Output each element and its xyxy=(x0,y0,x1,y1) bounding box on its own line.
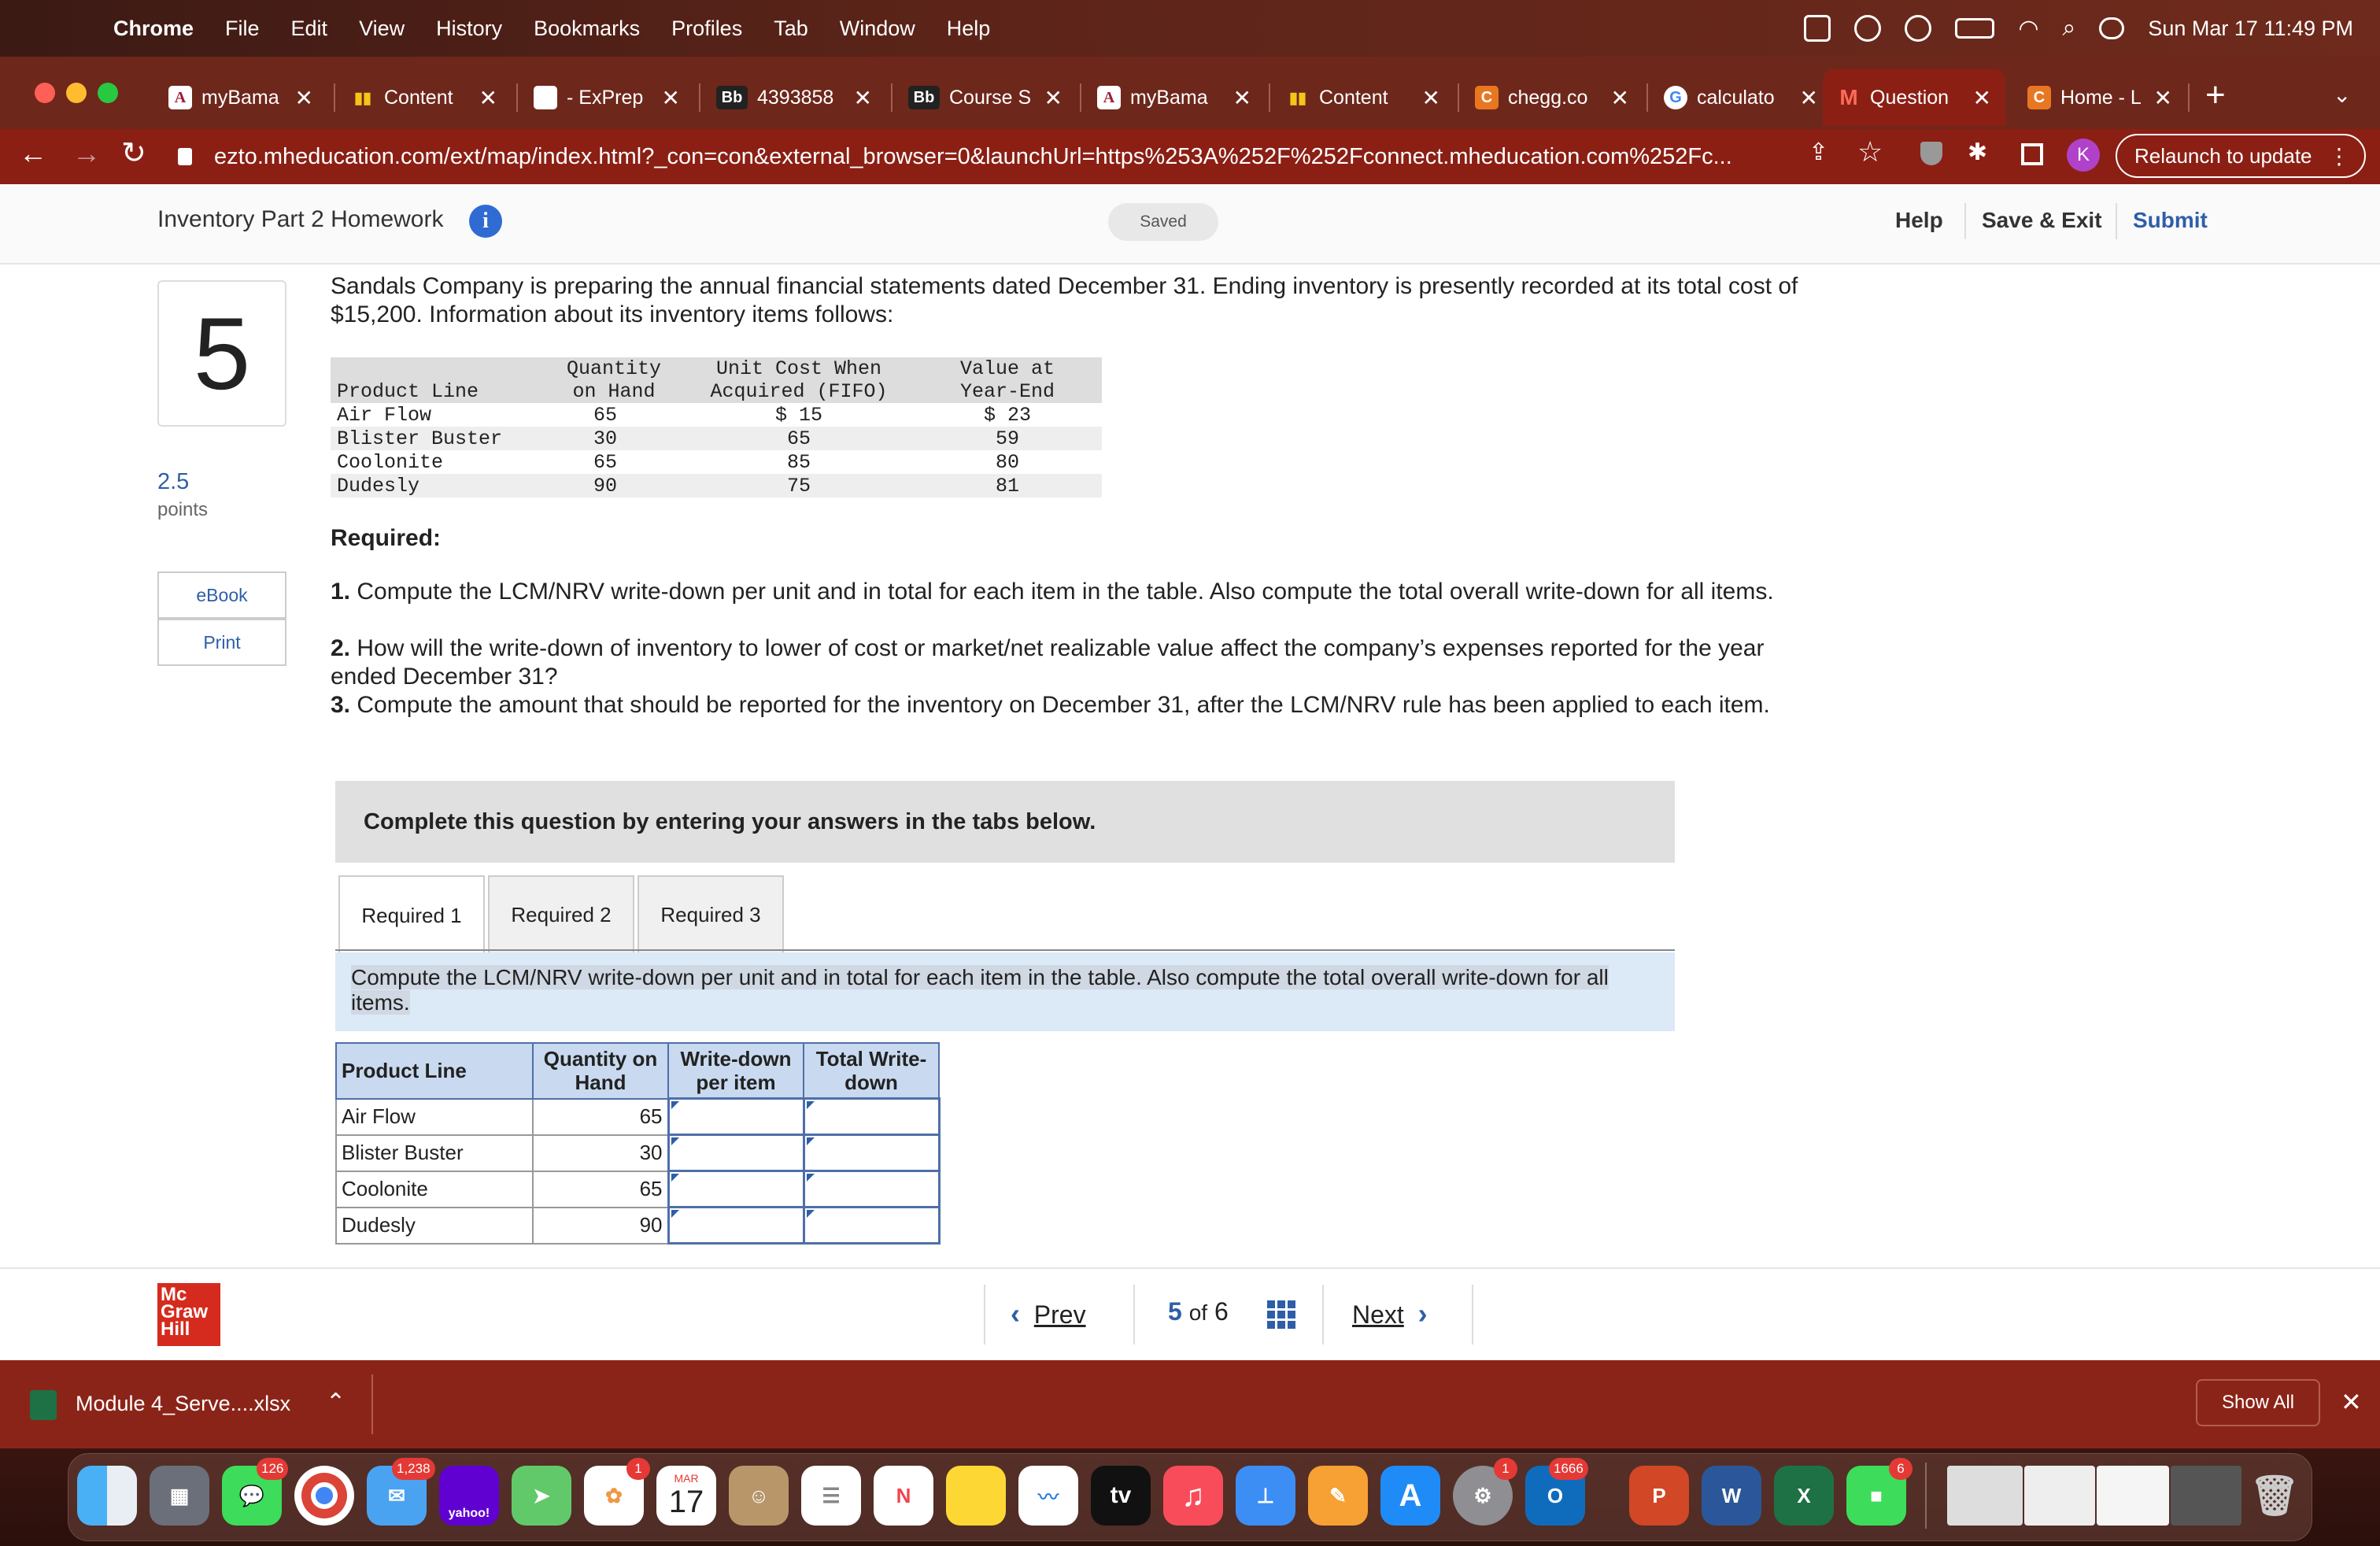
ua-logo-icon: A xyxy=(1097,86,1121,109)
requirement-item xyxy=(331,691,1810,719)
value-cell: 80 xyxy=(995,450,1019,474)
address-bar[interactable] xyxy=(178,137,1870,176)
profile-avatar[interactable]: K xyxy=(2067,139,2100,172)
reload-icon[interactable]: ↻ xyxy=(121,137,146,170)
header-text: Quantity xyxy=(566,357,662,380)
answer-table xyxy=(335,1042,941,1245)
header-text: Product Line xyxy=(337,380,479,403)
value-cell: 59 xyxy=(913,427,1102,450)
menu-app-name[interactable]: Chrome xyxy=(113,16,194,40)
tab-required-2[interactable]: Required 2 xyxy=(488,875,634,952)
minimize-window-button[interactable] xyxy=(66,83,87,103)
requirement-number: 1. xyxy=(331,579,351,605)
ua-logo-icon: A xyxy=(168,86,192,109)
tab-instruction xyxy=(335,952,1675,1031)
info-icon[interactable]: i xyxy=(469,205,502,238)
minimized-window-thumbnail[interactable] xyxy=(2024,1466,2095,1526)
finder-icon[interactable] xyxy=(77,1466,137,1526)
requirement-number: 3. xyxy=(331,692,351,718)
answer-header-cell: Product Line xyxy=(336,1043,533,1099)
badge: 6 xyxy=(1889,1458,1913,1480)
tab-label: - ExPrep xyxy=(567,86,644,109)
inventory-header-cell xyxy=(543,357,685,403)
writedown-per-item-input[interactable] xyxy=(668,1208,804,1244)
system-settings-icon[interactable]: ⚙ xyxy=(1453,1466,1513,1526)
control-center-icon[interactable] xyxy=(2099,17,2124,39)
header-text: on Hand xyxy=(572,380,656,403)
submit-link[interactable]: Submit xyxy=(2133,208,2208,232)
excel-file-icon xyxy=(30,1390,57,1420)
calendar-month: MAR xyxy=(674,1471,699,1485)
tab-underline xyxy=(335,949,1675,951)
tv-label: tv xyxy=(1110,1482,1132,1508)
next-button[interactable] xyxy=(1352,1297,1428,1330)
shield-extension-icon[interactable] xyxy=(1920,142,1942,165)
chevron-right-icon: › xyxy=(1417,1297,1428,1330)
points-label: points xyxy=(157,499,209,520)
browser-tab[interactable] xyxy=(1650,69,1832,126)
instruction-text: Compute the LCM/NRV write-down per unit and in total for each item in the table. Also compute the total overall write-down for all items. xyxy=(351,965,1609,1015)
total-writedown-input[interactable] xyxy=(804,1099,939,1135)
bookmark-star-icon[interactable]: ☆ xyxy=(1857,135,1883,168)
points-value: 2.5 xyxy=(157,469,190,494)
total-writedown-input[interactable] xyxy=(804,1171,939,1208)
keynote-icon[interactable]: ⊥ xyxy=(1236,1466,1295,1526)
requirement-number: 2. xyxy=(331,635,351,661)
extensions-puzzle-icon[interactable]: ✱ xyxy=(1968,139,1988,165)
unit-cost-cell: 85 xyxy=(786,450,811,474)
close-icon[interactable]: ✕ xyxy=(479,85,497,110)
bar-chart-icon: ▮▮ xyxy=(1288,89,1306,107)
app-store-icon[interactable]: A xyxy=(1380,1466,1440,1526)
unit-cost-cell: 65 xyxy=(685,427,913,450)
assignment-title: Inventory Part 2 Homework xyxy=(157,206,444,232)
page-total: 6 xyxy=(1214,1297,1229,1326)
divider xyxy=(371,1374,373,1434)
launchpad-icon[interactable]: ▦ xyxy=(150,1466,209,1526)
tab-label: Course S xyxy=(949,86,1032,109)
badge: 126 xyxy=(257,1458,288,1480)
notes-icon[interactable] xyxy=(946,1466,1006,1526)
menu-profiles[interactable]: Profiles xyxy=(671,16,743,40)
product-cell: Blister Buster xyxy=(331,427,543,450)
apple-tv-icon[interactable] xyxy=(1091,1466,1151,1526)
music-icon[interactable]: ♫ xyxy=(1163,1466,1223,1526)
browser-tab[interactable] xyxy=(894,69,1077,126)
mcgraw-hill-logo: Mc Graw Hill xyxy=(157,1283,220,1346)
reminders-icon[interactable]: ☰ xyxy=(801,1466,861,1526)
table-row xyxy=(336,1135,939,1171)
close-icon[interactable]: ✕ xyxy=(1610,85,1629,110)
tab-label: chegg.co xyxy=(1508,86,1588,109)
forward-icon[interactable]: → xyxy=(72,137,101,169)
unit-cost-cell: 75 xyxy=(685,474,913,497)
requirement-text: Compute the amount that should be reported for the inventory on December 31, after the LCM/NRV rule has been applied to each item. xyxy=(357,692,1770,718)
news-icon[interactable]: N xyxy=(874,1466,933,1526)
table-row xyxy=(336,1099,939,1135)
browser-tab[interactable] xyxy=(1083,69,1266,126)
relaunch-label: Relaunch to update xyxy=(2134,143,2312,168)
minimized-window-thumbnail[interactable] xyxy=(2171,1466,2241,1526)
inventory-header-cell xyxy=(913,357,1102,403)
menu-window[interactable]: Window xyxy=(839,16,915,40)
value-cell: $ 23 xyxy=(983,403,1031,427)
quantity-cell: 90 xyxy=(533,1208,668,1244)
kebab-menu-icon[interactable]: ⋮ xyxy=(2328,143,2350,168)
header-text: Year-End xyxy=(959,380,1055,403)
answer-header-cell: Total Write-down xyxy=(804,1043,939,1099)
battery-icon[interactable] xyxy=(1955,18,1994,39)
quantity-cell: 65 xyxy=(533,1099,668,1135)
total-writedown-input[interactable] xyxy=(804,1208,939,1244)
question-grid-icon[interactable] xyxy=(1267,1300,1295,1329)
quantity-cell: 65 xyxy=(593,403,618,427)
blackboard-icon: Bb xyxy=(908,86,940,109)
close-icon[interactable]: ✕ xyxy=(1232,85,1251,110)
tab-separator xyxy=(2188,83,2190,112)
question-number: 5 xyxy=(157,280,286,427)
minimized-window-thumbnail[interactable] xyxy=(2097,1466,2169,1526)
powerpoint-icon[interactable]: P xyxy=(1629,1466,1689,1526)
menu-history[interactable]: History xyxy=(436,16,503,40)
product-cell: Dudesly xyxy=(336,1208,533,1244)
tab-separator xyxy=(891,83,893,112)
writedown-per-item-input[interactable] xyxy=(668,1171,804,1208)
menu-tab[interactable]: Tab xyxy=(774,16,808,40)
mail-icon[interactable]: ✉ xyxy=(367,1466,427,1526)
requirement-item xyxy=(331,634,1810,691)
chevron-up-icon[interactable]: ⌃ xyxy=(326,1389,346,1415)
download-bar xyxy=(0,1360,2380,1448)
google-icon: G xyxy=(1664,86,1687,109)
excel-icon[interactable]: X xyxy=(1774,1466,1834,1526)
answer-header-cell: Quantity on Hand xyxy=(533,1043,668,1099)
calendar-day: 17 xyxy=(668,1484,704,1519)
mcgraw-hill-icon: M xyxy=(1839,85,1858,109)
freeform-icon[interactable]: 〰 xyxy=(1018,1466,1078,1526)
table-row xyxy=(336,1208,939,1244)
table-row xyxy=(336,1171,939,1208)
side-panel-icon[interactable] xyxy=(2021,143,2043,165)
tab-label: Content xyxy=(1319,86,1388,109)
new-tab-icon[interactable]: + xyxy=(2205,76,2226,114)
lock-icon[interactable] xyxy=(178,148,192,165)
tab-separator xyxy=(1269,83,1270,112)
download-item[interactable]: Module 4_Serve....xlsx xyxy=(76,1392,291,1415)
chegg-icon: C xyxy=(2027,86,2051,109)
calendar-icon[interactable] xyxy=(656,1466,716,1526)
document-icon xyxy=(534,86,557,109)
divider xyxy=(1133,1285,1135,1344)
product-cell: Dudesly xyxy=(331,474,543,497)
close-icon[interactable]: ✕ xyxy=(853,85,872,110)
prev-button[interactable] xyxy=(1011,1297,1086,1330)
browser-tab[interactable] xyxy=(154,69,327,126)
question-intro: Sandals Company is preparing the annual financial statements dated December 31. Ending inventory is presently recorded at its total cost of $15,200. Information about its inventory items follows: xyxy=(331,273,1798,327)
answer-header-cell: Write-down per item xyxy=(668,1043,804,1099)
badge: 1,238 xyxy=(392,1458,435,1480)
close-icon[interactable]: ✕ xyxy=(1799,85,1818,110)
chevron-left-icon: ‹ xyxy=(1011,1297,1020,1330)
inventory-table xyxy=(331,357,1102,497)
badge: 1 xyxy=(1494,1458,1517,1480)
requirement-text: Compute the LCM/NRV write-down per unit and in total for each item in the table. Also compute the total overall write-down for all items. xyxy=(357,579,1774,605)
menu-file[interactable]: File xyxy=(225,16,260,40)
close-icon[interactable]: ✕ xyxy=(1044,85,1062,110)
tab-separator xyxy=(1458,83,1459,112)
facetime-icon[interactable]: ■ xyxy=(1846,1466,1906,1526)
messages-icon[interactable]: 💬 xyxy=(222,1466,282,1526)
badge: 1 xyxy=(626,1458,650,1480)
page-current: 5 xyxy=(1168,1297,1182,1326)
browser-tab[interactable] xyxy=(1272,69,1454,126)
wifi-icon[interactable]: ◠ xyxy=(2018,15,2039,42)
tab-separator xyxy=(1646,83,1648,112)
tab-label: calculato xyxy=(1697,86,1775,109)
unit-cost-cell: $ 15 xyxy=(774,403,822,427)
quantity-cell: 90 xyxy=(543,474,685,497)
answer-banner: Complete this question by entering your answers in the tabs below. xyxy=(335,781,1675,863)
product-cell: Blister Buster xyxy=(336,1135,533,1171)
quantity-cell: 30 xyxy=(533,1135,668,1171)
divider xyxy=(984,1285,985,1344)
table-row xyxy=(331,450,1102,474)
help-link[interactable]: Help xyxy=(1895,208,1943,232)
quantity-cell: 65 xyxy=(593,450,618,474)
outlook-icon[interactable]: O xyxy=(1525,1466,1585,1526)
menu-view[interactable]: View xyxy=(359,16,405,40)
tab-separator xyxy=(699,83,700,112)
close-icon[interactable]: ✕ xyxy=(661,85,680,110)
blackboard-icon: Bb xyxy=(716,86,748,109)
table-row xyxy=(331,403,1102,427)
zoom-window-button[interactable] xyxy=(98,83,118,103)
menubar-clock[interactable]: Sun Mar 17 11:49 PM xyxy=(2148,16,2353,40)
table-row xyxy=(331,474,1102,497)
page-indicator xyxy=(1168,1297,1229,1326)
minimized-window-thumbnail[interactable] xyxy=(1947,1466,2023,1526)
divider xyxy=(2116,203,2117,239)
ebook-button[interactable]: eBook xyxy=(157,571,286,619)
url-text: ezto.mheducation.com/ext/map/index.html?_con=con&external_browser=0&launchUrl=https%253A%252F%252Fconnect.mheducation.com%252Fc... xyxy=(214,143,1732,169)
tab-label: Question xyxy=(1870,86,1949,109)
bar-chart-icon: ▮▮ xyxy=(353,89,371,107)
page-of: of xyxy=(1188,1300,1208,1325)
chrome-icon[interactable] xyxy=(294,1466,354,1526)
tab-required-3[interactable]: Required 3 xyxy=(638,875,784,952)
contacts-icon[interactable]: ☺ xyxy=(729,1466,789,1526)
menu-bookmarks[interactable]: Bookmarks xyxy=(534,16,641,40)
search-icon[interactable]: ⌕ xyxy=(2062,15,2076,41)
relaunch-button[interactable] xyxy=(2116,134,2366,178)
header-text: Value at xyxy=(959,357,1055,380)
inventory-header-cell xyxy=(685,357,913,403)
close-icon[interactable]: ✕ xyxy=(1972,85,1991,110)
divider xyxy=(1964,203,1966,239)
menu-help[interactable]: Help xyxy=(946,16,991,40)
requirement-item xyxy=(331,578,1810,606)
tab-required-1[interactable]: Required 1 xyxy=(338,875,485,954)
required-heading: Required: xyxy=(331,525,442,551)
tab-separator xyxy=(1080,83,1081,112)
header-text: Acquired (FIFO) xyxy=(710,380,888,403)
product-cell: Coolonite xyxy=(337,450,444,474)
trash-icon[interactable]: 🗑 xyxy=(2249,1473,2300,1518)
tab-label: Content xyxy=(384,86,453,109)
header-text: Unit Cost When xyxy=(715,357,882,380)
grammarly-icon[interactable] xyxy=(1854,15,1881,42)
divider xyxy=(1472,1285,1473,1344)
next-label: Next xyxy=(1352,1300,1404,1329)
quantity-cell: 30 xyxy=(543,427,685,450)
badge: 1666 xyxy=(1549,1458,1588,1480)
browser-tab[interactable] xyxy=(702,69,886,126)
quantity-cell: 65 xyxy=(533,1171,668,1208)
close-icon[interactable]: ✕ xyxy=(2341,1388,2362,1416)
word-icon[interactable]: W xyxy=(1702,1466,1761,1526)
macos-menubar xyxy=(0,0,2380,57)
saved-status-badge: Saved xyxy=(1108,203,1218,241)
print-button[interactable]: Print xyxy=(157,619,286,666)
pages-icon[interactable]: ✎ xyxy=(1308,1466,1368,1526)
divider xyxy=(1322,1285,1324,1344)
writedown-per-item-input[interactable] xyxy=(668,1099,804,1135)
share-icon[interactable]: ⇪ xyxy=(1809,139,1829,165)
prev-label: Prev xyxy=(1033,1300,1086,1329)
back-icon[interactable]: ← xyxy=(19,137,47,169)
show-all-button[interactable]: Show All xyxy=(2196,1379,2320,1426)
browser-tab[interactable] xyxy=(337,69,512,126)
inventory-header-cell xyxy=(331,357,543,403)
play-icon[interactable] xyxy=(1905,15,1931,42)
product-cell: Air Flow xyxy=(336,1099,533,1135)
total-writedown-input[interactable] xyxy=(804,1135,939,1171)
requirement-text: How will the write-down of inventory to lower of cost or market/net realizable value affect the company’s expenses reported for the year ended December 31? xyxy=(331,635,1765,690)
close-icon[interactable]: ✕ xyxy=(1421,85,1440,110)
product-cell: Air Flow xyxy=(337,403,432,427)
photos-icon[interactable]: ✿ xyxy=(584,1466,644,1526)
browser-tab[interactable] xyxy=(519,69,694,126)
tab-label: myBama xyxy=(201,86,279,109)
close-window-button[interactable] xyxy=(35,83,55,103)
browser-tab[interactable] xyxy=(2013,69,2186,126)
tab-separator xyxy=(334,83,335,112)
yahoo-label: yahoo! xyxy=(448,1507,490,1520)
writedown-per-item-input[interactable] xyxy=(668,1135,804,1171)
close-icon[interactable]: ✕ xyxy=(294,85,313,110)
browser-tab[interactable] xyxy=(1461,69,1643,126)
save-exit-link[interactable]: Save & Exit xyxy=(1982,208,2102,232)
maps-icon[interactable]: ➤ xyxy=(512,1466,571,1526)
tab-separator xyxy=(516,83,518,112)
tab-search-chevron-icon[interactable]: ⌄ xyxy=(2333,83,2352,107)
chegg-icon: C xyxy=(1475,86,1499,109)
yahoo-mail-icon[interactable] xyxy=(439,1466,499,1526)
product-cell: Coolonite xyxy=(336,1171,533,1208)
outlook-status-icon[interactable] xyxy=(1804,15,1831,42)
dock-separator xyxy=(1925,1463,1927,1529)
tab-label: myBama xyxy=(1130,86,1208,109)
tab-label: Home - L xyxy=(2060,86,2142,109)
tab-label: 4393858 xyxy=(757,86,834,109)
table-row xyxy=(331,427,1102,450)
close-icon[interactable]: ✕ xyxy=(2153,85,2172,110)
menu-edit[interactable]: Edit xyxy=(290,16,328,40)
browser-tab-active[interactable] xyxy=(1823,69,2005,126)
value-cell: 81 xyxy=(913,474,1102,497)
